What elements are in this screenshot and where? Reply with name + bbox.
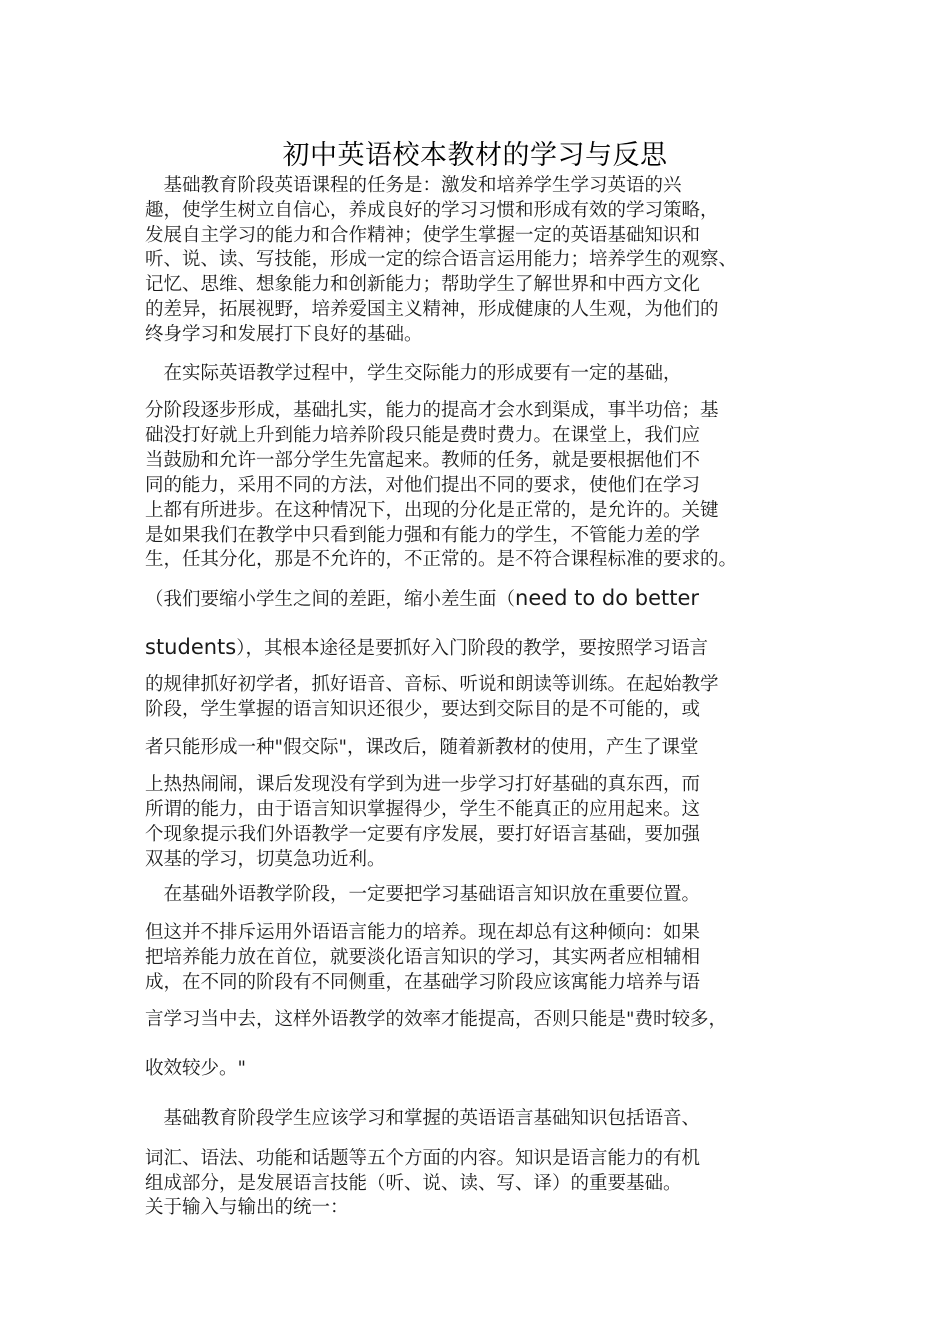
document-title: 初中英语校本教材的学习与反思 — [282, 140, 668, 171]
paragraph-3-line: 的规律抓好初学者，抓好语音、音标、听说和朗读等训练。在起始教学 — [145, 674, 719, 695]
paragraph-3-line: 双基的学习，切莫急功近利。 — [145, 849, 386, 870]
paragraph-3-line: 者只能形成一种"假交际"，课改后，随着新教材的使用，产生了课堂 — [145, 737, 699, 758]
paragraph-1-line: 发展自主学习的能力和合作精神；使学生掌握一定的英语基础知识和 — [145, 225, 701, 246]
paragraph-3-line: 个现象提示我们外语教学一定要有序发展，要打好语言基础，要加强 — [145, 824, 701, 845]
paragraph-2-line: 同的能力，采用不同的方法，对他们提出不同的要求，使他们在学习 — [145, 475, 701, 496]
paragraph-3-line — [145, 635, 708, 661]
paragraph-4-line: 言学习当中去，这样外语教学的效率才能提高，否则只能是"费时较多， — [145, 1009, 728, 1030]
paragraph-2-line: 础没打好就上升到能力培养阶段只能是费时费力。在课堂上，我们应 — [145, 425, 701, 446]
paragraph-5-line: 基础教育阶段学生应该学习和掌握的英语语言基础知识包括语音、 — [145, 1108, 701, 1129]
paragraph-3-en-text: students — [145, 635, 237, 659]
paragraph-2-line: 上都有所进步。在这种情况下，出现的分化是正常的，是允许的。关键 — [145, 500, 719, 521]
paragraph-4-line: 但这并不排斥运用外语语言能力的培养。现在却总有这种倾向：如果 — [145, 922, 701, 943]
paragraph-4-line: 在基础外语教学阶段，一定要把学习基础语言知识放在重要位置。 — [145, 884, 701, 905]
paragraph-2-line: 在实际英语教学过程中，学生交际能力的形成要有一定的基础， — [145, 363, 682, 384]
paragraph-5-line: 组成部分，是发展语言技能（听、说、读、写、译）的重要基础。 — [145, 1173, 682, 1194]
paragraph-4-line: 把培养能力放在首位，就要淡化语言知识的学习，其实两者应相辅相 — [145, 947, 701, 968]
paragraph-5-line: 关于输入与输出的统一： — [145, 1197, 349, 1218]
paragraph-5-line: 词汇、语法、功能和话题等五个方面的内容。知识是语言能力的有机 — [145, 1148, 701, 1169]
paragraph-3-cn-text: （我们要缩小学生之间的差距，缩小差生面（ — [145, 589, 516, 610]
paragraph-3-line — [145, 586, 699, 612]
paragraph-1-line: 的差异，拓展视野，培养爱国主义精神，形成健康的人生观，为他们的 — [145, 299, 719, 320]
paragraph-2-line: 分阶段逐步形成，基础扎实，能力的提高才会水到渠成，事半功倍；基 — [145, 400, 719, 421]
paragraph-2-line: 当鼓励和允许一部分学生先富起来。教师的任务，就是要根据他们不 — [145, 450, 701, 471]
paragraph-1-line: 终身学习和发展打下良好的基础。 — [145, 324, 423, 345]
paragraph-1-line: 基础教育阶段英语课程的任务是：激发和培养学生学习英语的兴 — [145, 175, 682, 196]
paragraph-2-line: 生，任其分化，那是不允许的，不正常的。是不符合课程标准的要求的。 — [145, 549, 738, 570]
paragraph-4-line: 成，在不同的阶段有不同侧重，在基础学习阶段应该寓能力培养与语 — [145, 972, 701, 993]
paragraph-2-line: 是如果我们在教学中只看到能力强和有能力的学生，不管能力差的学 — [145, 525, 701, 546]
paragraph-1-line: 趣，使学生树立自信心，养成良好的学习习惯和形成有效的学习策略， — [145, 200, 719, 221]
paragraph-3-cn-text: ），其根本途径是要抓好入门阶段的教学，要按照学习语言 — [236, 638, 708, 659]
paragraph-3-en-text: need to do better — [515, 586, 700, 610]
paragraph-3-line: 所谓的能力，由于语言知识掌握得少，学生不能真正的应用起来。这 — [145, 799, 701, 820]
paragraph-1-line: 听、说、读、写技能，形成一定的综合语言运用能力；培养学生的观察、 — [145, 249, 738, 270]
paragraph-3-line: 上热热闹闹，课后发现没有学到为进一步学习打好基础的真东西，而 — [145, 774, 701, 795]
paragraph-1-line: 记忆、思维、想象能力和创新能力；帮助学生了解世界和中西方文化 — [145, 274, 701, 295]
paragraph-3-line: 阶段，学生掌握的语言知识还很少，要达到交际目的是不可能的，或 — [145, 699, 701, 720]
paragraph-4-line: 收效较少。" — [145, 1058, 247, 1079]
